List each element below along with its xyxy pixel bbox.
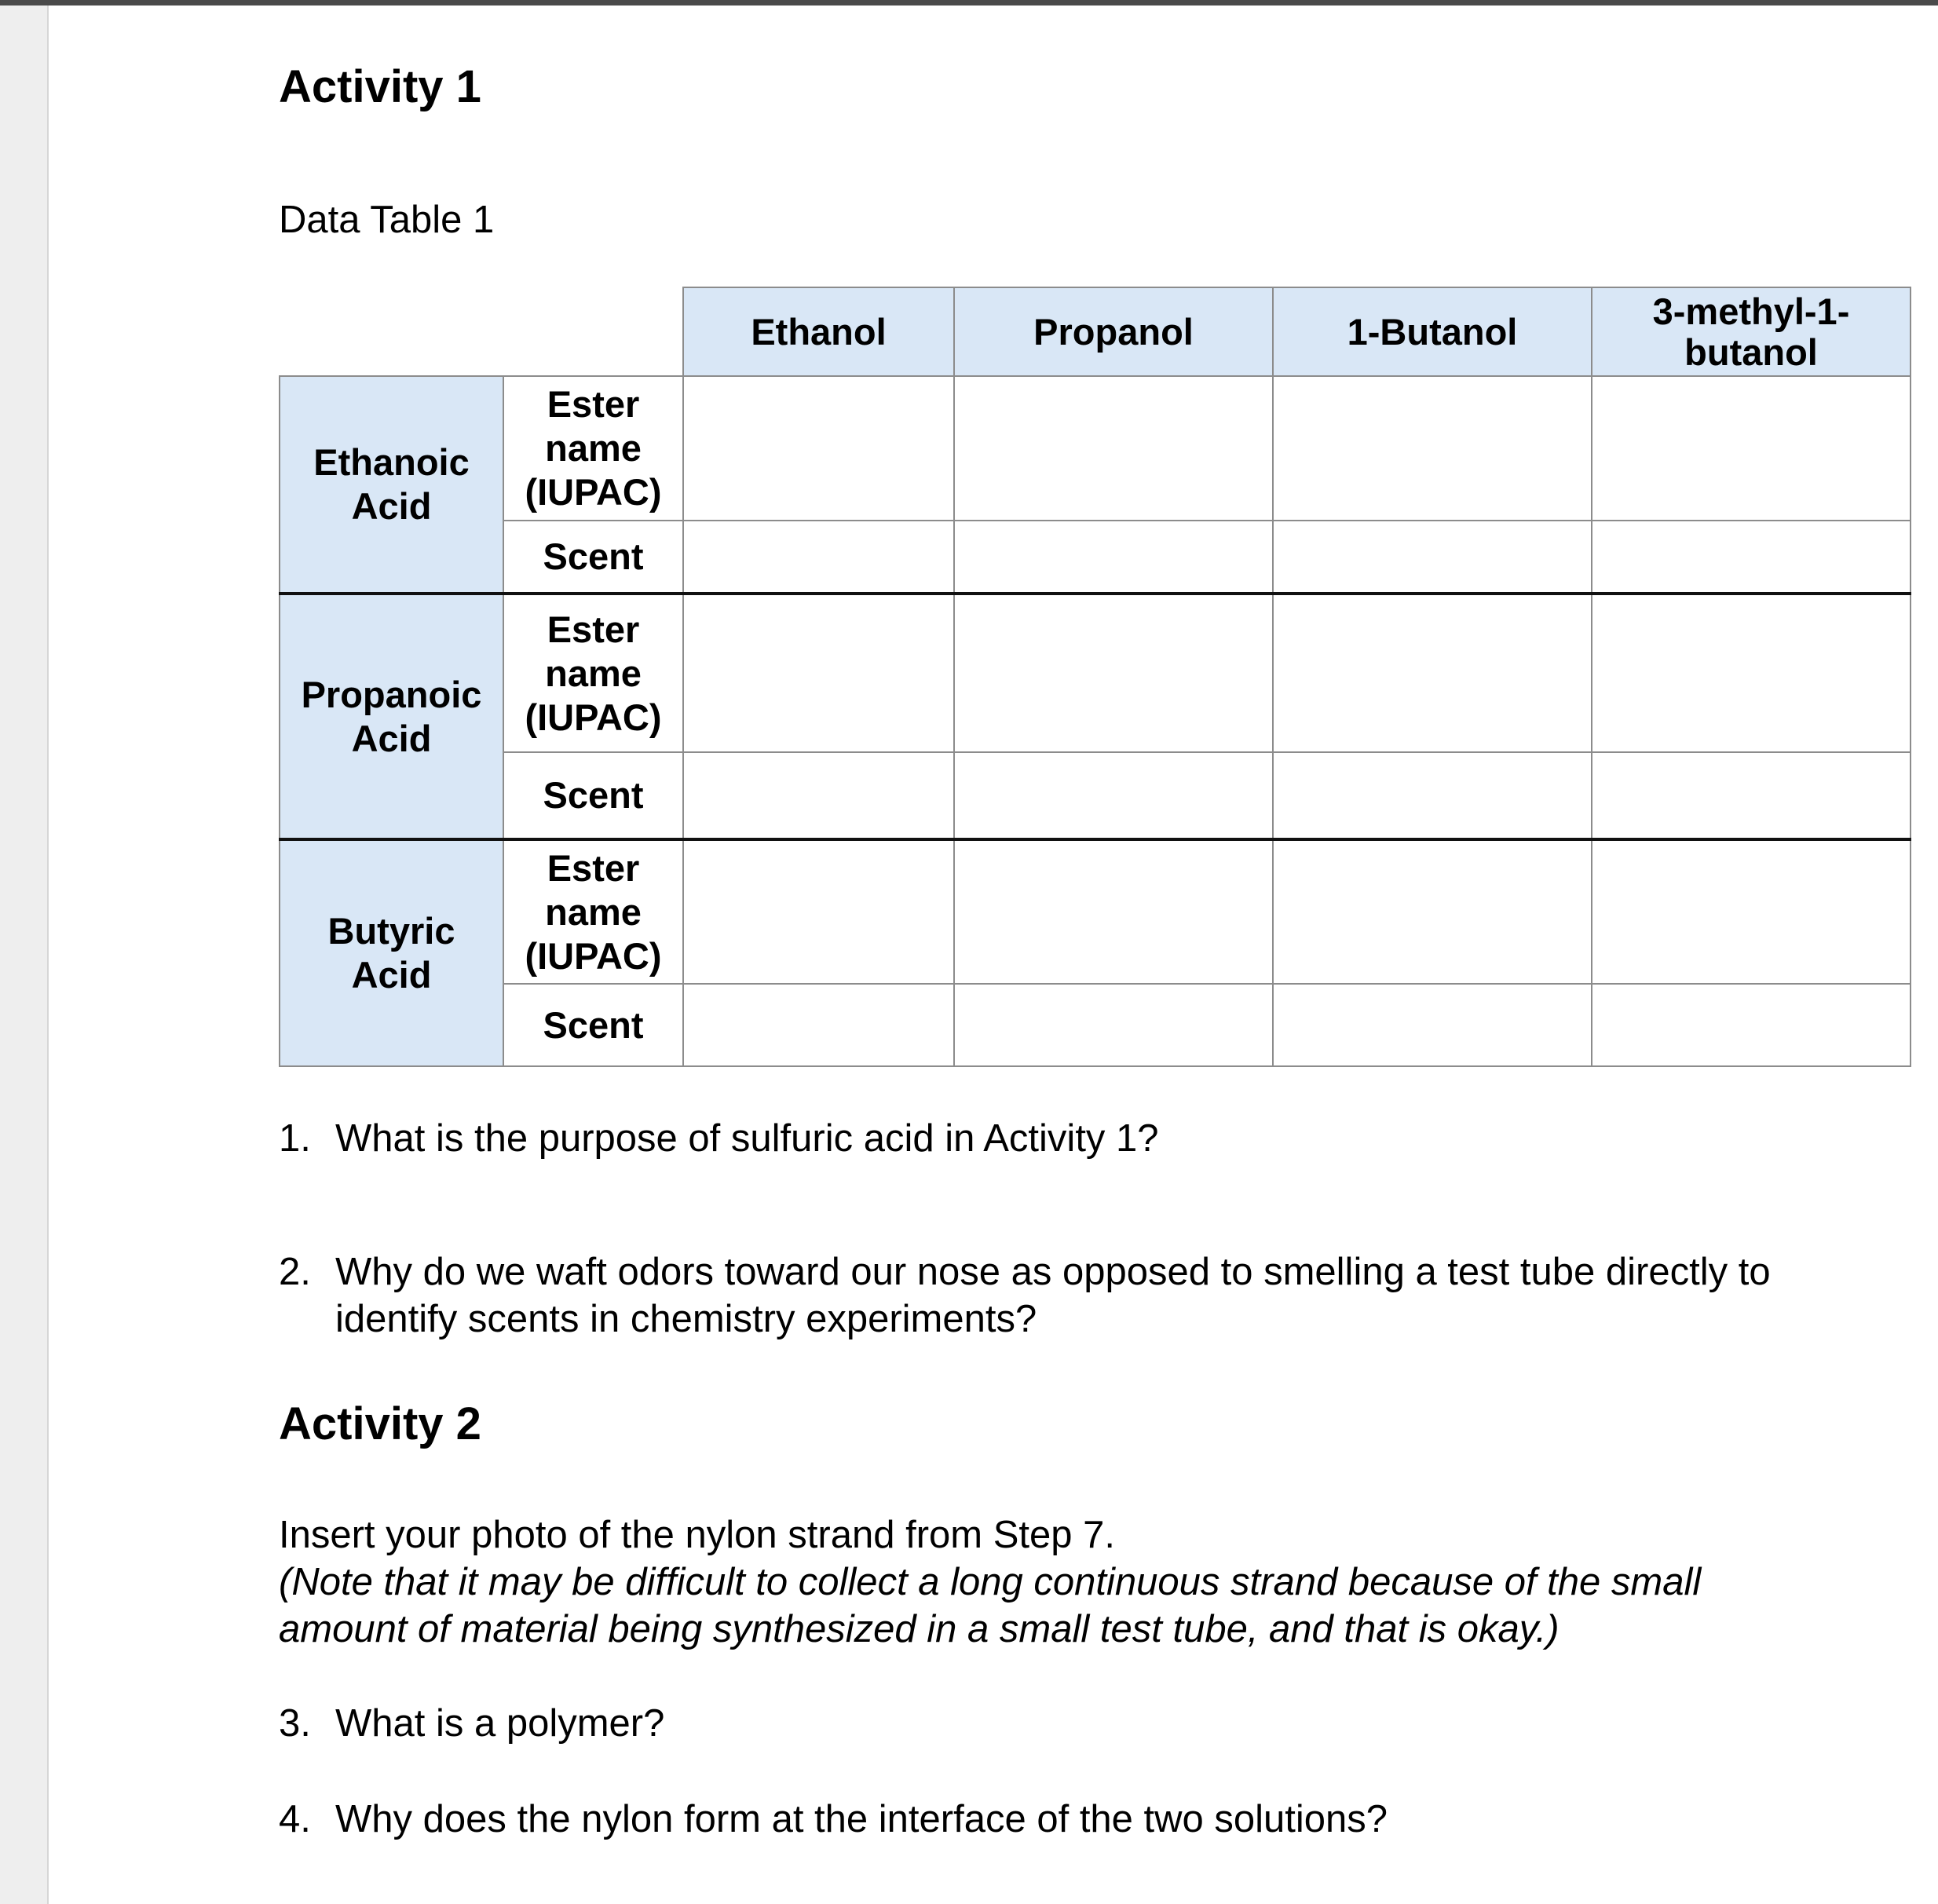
data-table-1: [279, 287, 1911, 1067]
entry-cell[interactable]: [954, 984, 1273, 1066]
entry-cell[interactable]: [1273, 752, 1592, 839]
col-header-ethanol: Ethanol: [683, 287, 954, 376]
entry-cell[interactable]: [683, 594, 954, 752]
note-line1: (Note that it may be difficult to collect a long continuous strand because of the small: [279, 1561, 1702, 1603]
entry-cell[interactable]: [1273, 521, 1592, 594]
entry-cell[interactable]: [683, 984, 954, 1066]
entry-cell[interactable]: [683, 376, 954, 521]
entry-cell[interactable]: [954, 376, 1273, 521]
ester-label-line2: name: [545, 427, 642, 469]
question-text: What is a polymer?: [335, 1702, 665, 1745]
entry-cell[interactable]: [954, 839, 1273, 984]
entry-cell[interactable]: [1592, 521, 1911, 594]
ester-label-line3: (IUPAC): [525, 934, 662, 977]
question-text-line1: Why do we waft odors toward our nose as opposed to smelling a test tube directly to: [335, 1251, 1771, 1293]
table-row: [280, 376, 1911, 521]
table-row: [280, 839, 1911, 984]
table-row: [280, 752, 1911, 839]
ester-label-line2: name: [545, 890, 642, 933]
entry-cell[interactable]: [954, 594, 1273, 752]
entry-cell[interactable]: [683, 521, 954, 594]
ester-label-line2: name: [545, 652, 642, 694]
question-number: 3.: [279, 1702, 311, 1745]
document-page: [279, 0, 1938, 1904]
entry-cell[interactable]: [954, 521, 1273, 594]
question-1: [279, 1115, 1159, 1162]
question-number: 1.: [279, 1117, 311, 1160]
question-2: [279, 1248, 1771, 1343]
entry-cell[interactable]: [1592, 594, 1911, 752]
table-row: [280, 984, 1911, 1066]
ester-label-line1: Ester: [547, 608, 640, 650]
acid-label-ethanoic: [280, 376, 503, 594]
col-header-propanol: Propanol: [954, 287, 1273, 376]
col-header-3-methyl-1-butanol-label: 3-methyl-1-butanol: [1652, 290, 1850, 373]
entry-cell[interactable]: [1592, 984, 1911, 1066]
row-label-scent: Scent: [503, 752, 683, 839]
question-text: [335, 1248, 1771, 1343]
entry-cell[interactable]: [683, 839, 954, 984]
data-table-caption: Data Table 1: [279, 199, 495, 241]
question-number: 4.: [279, 1798, 311, 1840]
activity-2-heading: Activity 2: [279, 1398, 481, 1449]
entry-cell[interactable]: [1273, 984, 1592, 1066]
col-header-3-methyl-1-butanol: [1592, 287, 1911, 376]
question-3: [279, 1700, 664, 1747]
ester-label-line1: Ester: [547, 383, 640, 425]
entry-cell[interactable]: [954, 752, 1273, 839]
acid-label-butyric: [280, 839, 503, 1066]
acid-name-line2: Acid: [351, 717, 432, 759]
row-label-scent: Scent: [503, 521, 683, 594]
activity-1-heading: Activity 1: [279, 61, 481, 112]
ester-label-line3: (IUPAC): [525, 471, 662, 513]
entry-cell[interactable]: [1273, 594, 1592, 752]
note-line2: amount of material being synthesized in a small test tube, and that is okay.): [279, 1608, 1560, 1650]
entry-cell[interactable]: [1273, 376, 1592, 521]
entry-cell[interactable]: [1592, 376, 1911, 521]
entry-cell[interactable]: [683, 752, 954, 839]
question-text: What is the purpose of sulfuric acid in Activity 1?: [335, 1117, 1159, 1160]
question-text: Why does the nylon form at the interface of the two solutions?: [335, 1798, 1388, 1840]
row-label-ester-name: [503, 839, 683, 984]
table-header-row: [280, 287, 1911, 376]
acid-name-line2: Acid: [351, 485, 432, 527]
acid-name-line2: Acid: [351, 954, 432, 996]
row-label-ester-name: [503, 376, 683, 521]
instruction-text: Insert your photo of the nylon strand from Step 7.: [279, 1514, 1115, 1556]
question-4: [279, 1796, 1388, 1843]
row-label-ester-name: [503, 594, 683, 752]
blank-corner-cell: [280, 287, 683, 376]
entry-cell[interactable]: [1592, 752, 1911, 839]
acid-label-propanoic: [280, 594, 503, 839]
table-row: [280, 521, 1911, 594]
activity-2-instructions: [279, 1511, 1701, 1653]
acid-name-line1: Ethanoic: [313, 441, 470, 483]
table-row: [280, 594, 1911, 752]
ester-label-line1: Ester: [547, 846, 640, 889]
entry-cell[interactable]: [1592, 839, 1911, 984]
left-gutter: [0, 5, 49, 1904]
row-label-scent: Scent: [503, 984, 683, 1066]
ester-label-line3: (IUPAC): [525, 696, 662, 738]
acid-name-line1: Propanoic: [301, 673, 482, 715]
question-number: 2.: [279, 1251, 311, 1293]
entry-cell[interactable]: [1273, 839, 1592, 984]
question-text-line2: identify scents in chemistry experiments?: [335, 1298, 1037, 1340]
acid-name-line1: Butyric: [327, 910, 455, 952]
col-header-1-butanol: 1-Butanol: [1273, 287, 1592, 376]
